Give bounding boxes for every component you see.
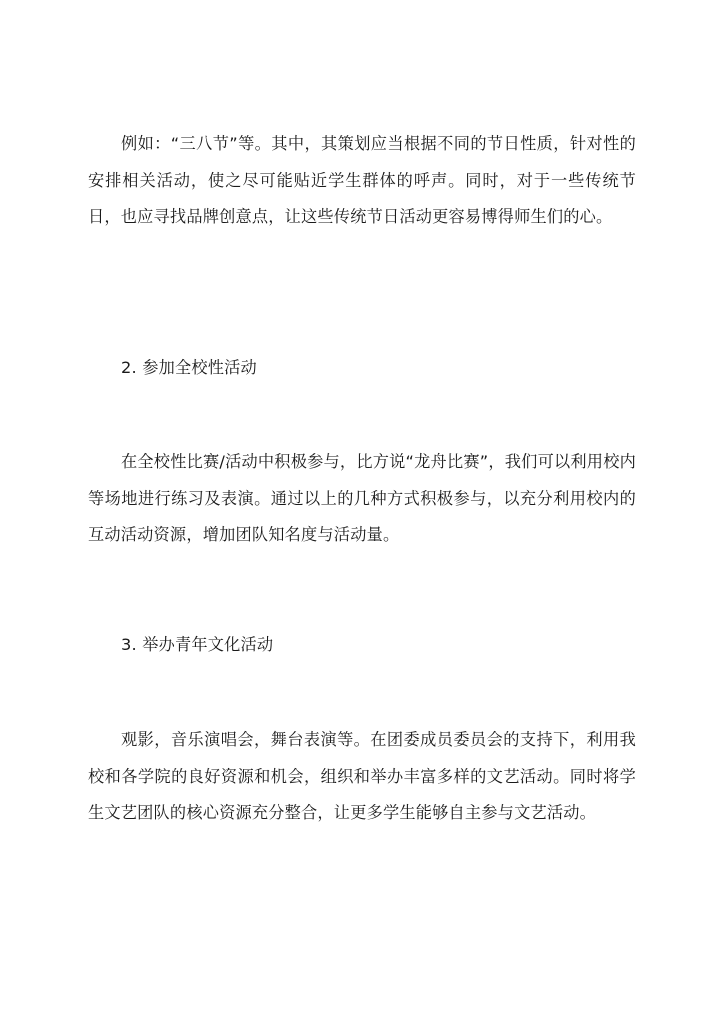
section-heading-youth-culture: 3. 举办青年文化活动 bbox=[121, 635, 274, 654]
section-heading-campus-activities: 2. 参加全校性活动 bbox=[121, 358, 257, 377]
body-paragraph-youth-culture: 观影，音乐演唱会，舞台表演等。在团委成员委员会的支持下，利用我校和各学院的良好资源和机会，组织和举办丰富多样的文艺活动。同时将学生文艺团队的核心资源充分整合，让更多学生能够自主参与文艺活动。 bbox=[88, 730, 636, 822]
body-paragraph-festival-activities: 例如：“三八节”等。其中，其策划应当根据不同的节日性质，针对性的安排相关活动，使之尽可能贴近学生群体的呼声。同时，对于一些传统节日，也应寻找品牌创意点，让这些传统节日活动更容易博得师生们的心。 bbox=[88, 134, 636, 226]
body-paragraph-campus-activities: 在全校性比赛/活动中积极参与，比方说“龙舟比赛”，我们可以利用校内等场地进行练习及表演。通过以上的几种方式积极参与，以充分利用校内的互动活动资源，增加团队知名度与活动量。 bbox=[88, 452, 636, 544]
